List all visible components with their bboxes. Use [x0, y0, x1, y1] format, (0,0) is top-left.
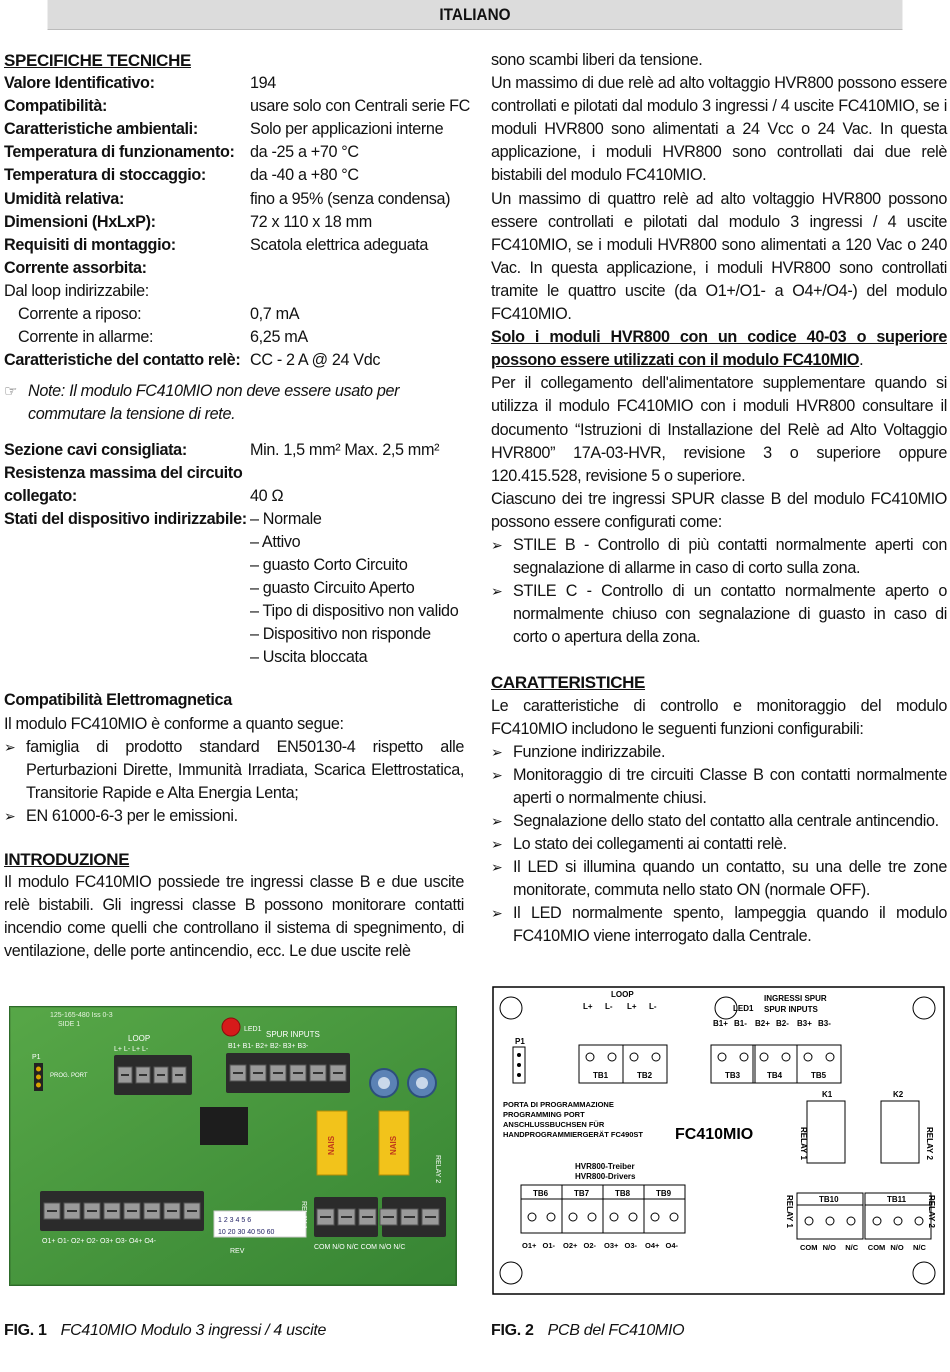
state-item: – Attivo: [250, 532, 301, 551]
pcb-prog-pin: [36, 1067, 41, 1072]
arrow-bullet-icon: ➢: [491, 836, 503, 853]
cable-spec-label: Sezione cavi consigliata:: [4, 440, 187, 459]
figure-1-caption: [4, 1322, 326, 1340]
spec-value: da -25 a +70 °C: [250, 143, 359, 162]
arrow-bullet-icon: ➢: [491, 766, 503, 783]
diagram-k2-label: K2: [893, 1090, 904, 1099]
diagram-out-term: O1+: [522, 1241, 537, 1250]
relay-spec-value: CC - 2 A @ 24 Vdc: [250, 351, 381, 370]
emc-list: [4, 736, 464, 828]
arrow-bullet-icon: ➢: [491, 813, 503, 829]
diagram-out-term: O3+: [604, 1241, 619, 1250]
power-supply-text: Per il collegamento dell'alimentatore supplementare quando si utilizza il modulo FC410MIO con i moduli HVR800 consultare il documento “Istruzioni di Installazione del Relè ad Alto Voltaggio HVR800” 17A-03-HVR, revisione 3 o superiore oppure 120.415.528, revisione 5 o superiore.: [491, 374, 947, 485]
spec-label: Valore Identificativo:: [4, 74, 155, 93]
left-column: [4, 49, 471, 963]
figure-2-pcb-diagram: [491, 985, 946, 1296]
current-value: 6,25 mA: [250, 328, 308, 347]
hvr-four-text: Un massimo di quattro relè ad alto voltaggio HVR800 possono essere controllati e pilotati dal modulo 3 ingressi / 4 uscite FC410MIO, se i moduli HVR800 sono alimentati a 120 Vac o 240 Vac. In questa applicazione, i moduli HVR800 sono controllati tramite le quattro uscite (da O1+/O1- a O4+/O4-) del modulo FC410MIO.: [491, 189, 947, 324]
figure-1-text: FC410MIO Modulo 3 ingressi / 4 uscite: [60, 1322, 327, 1339]
spec-value: 72 x 110 x 18 mm: [250, 212, 372, 231]
spec-label: Dimensioni (HxLxP):: [4, 212, 156, 231]
diagram-hvr-de: HVR800-Treiber: [575, 1162, 635, 1171]
figure-2-caption: [491, 1322, 684, 1340]
resistance-spec-label: collegato:: [4, 486, 77, 505]
pcb-led: [222, 1018, 240, 1036]
diagram-prog-line: PORTA DI PROGRAMMAZIONE: [503, 1100, 614, 1109]
note-text: Note: Il modulo FC410MIO non deve essere usato per commutare la tensione di rete.: [28, 382, 400, 424]
diagram-loop-term: L-: [605, 1002, 613, 1011]
diagram-hvr-en: HVR800-Drivers: [575, 1172, 636, 1181]
spec-label: Compatibilità:: [4, 97, 108, 116]
hvr-code-end: .: [859, 351, 864, 370]
bullet-item: [4, 736, 464, 805]
spec-label: Caratteristiche ambientali:: [4, 120, 198, 139]
spec-label: Umidità relativa:: [4, 189, 124, 208]
bullet-text: famiglia di prodotto standard EN50130-4 rispetto alle Perturbazioni Dirette, Immunità Irradiata, Scarica Elettrostatica, Transitorie Rapide e Alta Energia Lenta;: [26, 737, 464, 802]
pcb-rev-label: REV: [230, 1248, 245, 1255]
current-value: 0,7 mA: [250, 305, 300, 324]
intro-title: INTRODUZIONE: [4, 850, 130, 869]
diagram-prog-line: ANSCHLUSSBUCHSEN FÜR: [503, 1120, 605, 1129]
diagram-k1-label: K1: [822, 1090, 833, 1099]
bullet-item: [4, 805, 464, 828]
features-list: [491, 741, 947, 949]
diagram-out-term: O3-: [624, 1241, 638, 1250]
diagram-prog-pin: [517, 1073, 521, 1077]
diagram-tb-label: TB9: [656, 1189, 672, 1198]
resistance-spec-row: [4, 485, 464, 508]
figure-2-text: PCB del FC410MIO: [547, 1322, 685, 1339]
diagram-relay-term: COM: [867, 1243, 886, 1252]
diagram-relay-term: N/C: [845, 1243, 859, 1252]
diagram-out-term: O1-: [542, 1241, 556, 1250]
emc-title: Compatibilità Elettromagnetica: [4, 691, 232, 710]
bullet-text: Il LED normalmente spento, lampeggia quando il modulo FC410MIO viene interrogato dalla Centrale.: [513, 904, 947, 946]
spec-list: [4, 72, 471, 257]
diagram-prog-line: HANDPROGRAMMIERGERÄT FC490ST: [503, 1130, 644, 1139]
diagram-relay1-label: RELAY 1: [799, 1127, 808, 1160]
state-item: – Normale: [250, 509, 322, 528]
diagram-tb-label: TB8: [615, 1189, 631, 1198]
figure-2-number: FIG. 2: [491, 1322, 534, 1339]
pcb-side-label: SIDE 1: [58, 1021, 81, 1028]
spec-value: usare solo con Centrali serie FC: [250, 97, 471, 116]
diagram-spur-term: B3-: [818, 1019, 831, 1028]
spec-value: Solo per applicazioni interne: [250, 120, 444, 139]
diagram-p1-label: P1: [515, 1037, 525, 1046]
loop-label: Dal loop indirizzabile:: [4, 281, 149, 300]
pcb-output-terms: O1+ O1- O2+ O2- O3+ O3- O4+ O4-: [42, 1238, 156, 1245]
arrow-bullet-icon: ➢: [491, 905, 503, 922]
diagram-prog-line: PROGRAMMING PORT: [503, 1110, 585, 1119]
hvr-two-text: Un massimo di due relè ad alto voltaggio HVR800 possono essere controllati e pilotati dal modulo 3 ingressi / 4 uscite FC410MIO, se i moduli HVR800 sono alimentati a 24 Vcc o 24 Vac. In questa applicazione, i moduli HVR800 sono controllati dai due relè bistabili del modulo FC410MIO.: [491, 74, 947, 185]
pcb-code-label: 125-165-480 Iss 0-3: [50, 1012, 113, 1019]
state-item: – Uscita bloccata: [250, 648, 368, 667]
bullet-item: [491, 833, 947, 856]
spec-value: Scatola elettrica adeguata: [250, 235, 429, 254]
pcb-capacitor-top: [378, 1077, 390, 1089]
current-row: [18, 303, 464, 326]
intro-text: Il modulo FC410MIO possiede tre ingressi classe B e due uscite relè bistabili. Gli ingressi classe B possono monitorare contatti incendio come quelli che controllano il sistema di spegnimento, di ventilazione, delle porte antincendio, ecc. Le due uscite relè: [4, 873, 464, 961]
pcb-address-bottom: 10 20 30 40 50 60: [218, 1229, 275, 1236]
diagram-out-term: O4-: [665, 1241, 679, 1250]
arrow-bullet-icon: ➢: [491, 859, 503, 876]
bullet-item: [491, 902, 947, 948]
diagram-led-label: LED1: [733, 1004, 754, 1013]
diagram-tb-label: TB6: [533, 1189, 549, 1198]
state-item: – guasto Corto Circuito: [250, 555, 408, 574]
spur-config-text: Ciascuno dei tre ingressi SPUR classe B del modulo FC410MIO possono essere configurati come:: [491, 489, 947, 531]
diagram-spur-term: B3+: [797, 1019, 812, 1028]
arrow-bullet-icon: ➢: [491, 536, 503, 553]
spec-row: [4, 141, 464, 164]
pcb-address-top: 1 2 3 4 5 6: [218, 1217, 252, 1224]
diagram-relay1-label-lower: RELAY 1: [785, 1195, 794, 1228]
spec-row: [4, 188, 464, 211]
diagram-relay-term: N/O: [890, 1243, 904, 1252]
current-label: Corrente assorbita:: [4, 258, 147, 277]
features-intro: Le caratteristiche di controllo e monitoraggio del modulo FC410MIO includono le seguenti funzioni configurabili:: [491, 696, 947, 738]
state-item: – Dispositivo non risponde: [250, 625, 431, 644]
bullet-item: [491, 580, 947, 649]
specs-title: SPECIFICHE TECNICHE: [4, 51, 191, 70]
bullet-text: Segnalazione dello stato del contatto alla centrale antincendio.: [513, 812, 939, 830]
pcb-prog-label: PROG. PORT: [50, 1073, 88, 1079]
spec-row: [4, 164, 464, 187]
pcb-prog-pin: [36, 1075, 41, 1080]
resistance-spec-value: 40 Ω: [250, 486, 284, 505]
pcb-loop-label: LOOP: [128, 1034, 151, 1043]
diagram-out-term: O2-: [583, 1241, 597, 1250]
relay-free-text: sono scambi liberi da tensione.: [491, 51, 703, 69]
diagram-relay2-label-lower: RELAY 2: [927, 1195, 936, 1228]
pcb-spur-label: SPUR INPUTS: [266, 1030, 320, 1039]
bullet-text: Il LED si illumina quando un contatto, su una delle tre zone monitorate, commuta nello stato ON (normale OFF).: [513, 858, 947, 900]
state-item: – Tipo di dispositivo non valido: [250, 602, 459, 621]
pcb-relay-terms: COM N/O N/C COM N/O N/C: [314, 1244, 406, 1251]
current-row: [18, 326, 464, 349]
diagram-spur-en: SPUR INPUTS: [764, 1005, 818, 1014]
diagram-spur-term: B2+: [755, 1019, 770, 1028]
pcb-led-label: LED1: [244, 1026, 262, 1033]
pcb-p1-label: P1: [32, 1054, 41, 1061]
diagram-spur-term: B2-: [776, 1019, 789, 1028]
diagram-relay-term: N/O: [822, 1243, 836, 1252]
diagram-spur-term: B1-: [734, 1019, 747, 1028]
bullet-text: Funzione indirizzabile.: [513, 742, 666, 761]
spec-label: Requisiti di montaggio:: [4, 235, 176, 254]
pcb-spur-terms: B1+ B1- B2+ B2- B3+ B3-: [228, 1043, 309, 1050]
pcb-relay1-label: RELAY 1: [300, 1201, 307, 1230]
diagram-tb-label: TB10: [819, 1195, 839, 1204]
resistance-label: Resistenza massima del circuito: [4, 463, 243, 482]
diagram-spur-term: B1+: [713, 1019, 728, 1028]
states-label: Stati del dispositivo indirizzabile:: [4, 509, 247, 528]
bullet-text: Lo stato dei collegamenti ai contatti relè.: [513, 835, 787, 854]
arrow-bullet-icon: ➢: [4, 807, 16, 824]
diagram-out-term: O4+: [645, 1241, 660, 1250]
features-title: CARATTERISTICHE: [491, 673, 646, 693]
spec-row: [4, 72, 464, 95]
current-label: Corrente a riposo:: [18, 305, 142, 324]
relay-brand-label: NAIS: [327, 1135, 336, 1155]
spec-row: [4, 234, 464, 257]
bullet-item: [491, 810, 947, 833]
pcb-prog-pin: [36, 1083, 41, 1088]
bullet-text: STILE B - Controllo di più contatti normalmente aperti con segnalazione di allarme in caso di corto sulla zona.: [513, 535, 947, 578]
state-item: – guasto Circuito Aperto: [250, 579, 415, 598]
relay-spec-row: [4, 349, 464, 372]
relay-spec-label: Caratteristiche del contatto relè:: [4, 351, 241, 370]
diagram-out-term: O2+: [563, 1241, 578, 1250]
arrow-bullet-icon: ➢: [4, 738, 16, 755]
page-header: ITALIANO: [48, 0, 903, 30]
spec-row: [4, 211, 464, 234]
bullet-item: [491, 534, 947, 580]
bullet-item: [491, 856, 947, 902]
pcb-chip: [200, 1107, 248, 1145]
diagram-tb-label: TB4: [767, 1071, 783, 1080]
diagram-spur-it: INGRESSI SPUR: [764, 994, 827, 1003]
states-row: [4, 508, 464, 531]
arrow-bullet-icon: ➢: [491, 743, 503, 760]
pcb-capacitor-top: [416, 1077, 428, 1089]
diagram-tb-label: TB7: [574, 1189, 590, 1198]
spec-value: da -40 a +80 °C: [250, 166, 359, 185]
diagram-relay-term: COM: [800, 1243, 818, 1252]
styles-list: [491, 534, 947, 649]
figure-1-number: FIG. 1: [4, 1322, 47, 1339]
emc-intro: Il modulo FC410MIO è conforme a quanto segue:: [4, 714, 344, 733]
diagram-tb-label: TB3: [725, 1071, 741, 1080]
cable-spec-row: [4, 439, 464, 462]
pcb-relay2-label: RELAY 2: [434, 1155, 441, 1184]
arrow-bullet-icon: ➢: [491, 583, 503, 600]
hvr-code-note: [491, 326, 947, 372]
current-list: [4, 303, 464, 349]
bullet-item: [491, 741, 947, 764]
bullet-item: [491, 764, 947, 810]
bullet-text: EN 61000-6-3 per le emissioni.: [26, 806, 238, 825]
current-label: Corrente in allarme:: [18, 328, 154, 347]
pcb-photo-graphic: [4, 985, 465, 1296]
diagram-loop-label: LOOP: [611, 990, 634, 999]
pointing-hand-icon: ☞: [4, 383, 18, 401]
states-list: [4, 531, 464, 670]
right-column: [491, 49, 947, 949]
diagram-model-label: FC410MIO: [675, 1126, 754, 1143]
spec-row: [4, 118, 464, 141]
diagram-tb-label: TB5: [811, 1071, 827, 1080]
diagram-relay-term: N/C: [913, 1243, 926, 1252]
diagram-tb-label: TB1: [593, 1071, 609, 1080]
diagram-loop-term: L+: [583, 1002, 593, 1011]
bullet-text: Monitoraggio di tre circuiti Classe B con contatti normalmente aperti o normalmente chiusi.: [513, 765, 947, 807]
diagram-tb-label: TB11: [887, 1195, 907, 1204]
diagram-tb-label: TB2: [637, 1071, 653, 1080]
spec-value: fino a 95% (senza condensa): [250, 189, 451, 208]
pcb-loop-terms: L+ L- L+ L-: [114, 1046, 149, 1053]
pcb-diagram-graphic: [491, 985, 946, 1296]
spec-label: Temperatura di funzionamento:: [4, 143, 235, 162]
spec-row: [4, 95, 471, 118]
spec-value: 194: [250, 74, 276, 93]
figure-1-pcb-photo: [4, 985, 465, 1296]
diagram-relay2-label: RELAY 2: [925, 1127, 934, 1160]
diagram-prog-pin: [517, 1063, 521, 1067]
diagram-prog-pin: [517, 1053, 521, 1057]
relay-brand-label: NAIS: [389, 1135, 398, 1155]
note-box: [4, 380, 464, 426]
diagram-loop-term: L+: [627, 1002, 637, 1011]
spec-label: Temperatura di stoccaggio:: [4, 166, 206, 185]
bullet-text: STILE C - Controllo di un contatto normalmente aperto o normalmente chiuso con segnalazione di guasto in caso di corto o apertura della zona.: [513, 582, 947, 647]
cable-spec-value: Min. 1,5 mm² Max. 2,5 mm²: [250, 440, 440, 459]
diagram-loop-term: L-: [649, 1002, 657, 1011]
hvr-code-bold: Solo i moduli HVR800 con un codice 40-03 o superiore possono essere utilizzati con il modulo FC410MIO: [491, 328, 947, 370]
